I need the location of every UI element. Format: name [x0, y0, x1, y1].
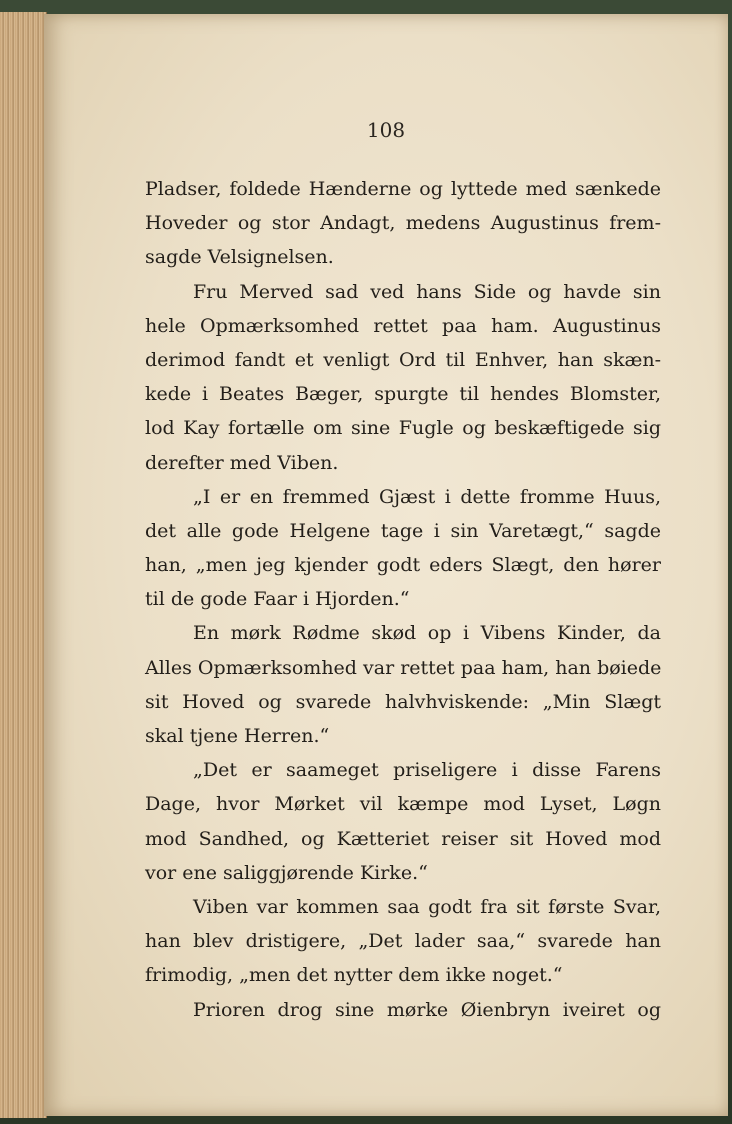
- text-line: til de gode Faar i Hjorden.“: [145, 588, 410, 611]
- text-line: sit Hoved og svarede halvhviskende: „Min Slægt: [145, 690, 661, 713]
- text-line: mod Sandhed, og Kætteriet reiser sit Hoved mod: [145, 827, 661, 850]
- text-line: han, „men jeg kjender godt eders Slægt, den hører: [145, 554, 661, 577]
- text-line: Alles Opmærksomhed var rettet paa ham, han bøiede: [145, 656, 662, 679]
- text-line: derimod fandt et venligt Ord til Enhver, han skæn-: [145, 348, 661, 371]
- text-line: Fru Merved sad ved hans Side og havde sin: [193, 280, 661, 303]
- text-line: „I er en fremmed Gjæst i dette fromme Huus,: [193, 485, 661, 508]
- text-line: Pladser, foldede Hænderne og lyttede med sænkede: [145, 178, 661, 200]
- text-line: En mørk Rødme skød op i Vibens Kinder, da: [193, 622, 661, 645]
- text-line: kede i Beates Bæger, spurgte til hendes Blomster,: [145, 383, 661, 406]
- text-line: „Det er saameget priseligere i disse Farens: [193, 759, 661, 782]
- text-line: Dage, hvor Mørket vil kæmpe mod Lyset, Løgn: [145, 793, 661, 816]
- text-line: hele Opmærksomhed rettet paa ham. Augustinus: [145, 314, 661, 337]
- page-number: 108: [366, 118, 406, 142]
- text-line: skal tjene Herren.“: [145, 725, 330, 747]
- page-text: [145, 172, 661, 1027]
- text-line: vor ene saliggjørende Kirke.“: [145, 861, 428, 884]
- text-line: Prioren drog sine mørke Øienbryn iveiret og: [193, 998, 661, 1021]
- text-line: Viben var kommen saa godt fra sit første Svar,: [193, 895, 661, 918]
- text-line: sagde Velsignelsen.: [145, 246, 334, 269]
- text-line: Hoveder og stor Andagt, medens Augustinus frem-: [145, 212, 661, 235]
- text-line: han blev dristigere, „Det lader saa,“ svarede han: [145, 930, 661, 953]
- text-line: det alle gode Helgene tage i sin Varetægt,“ sagde: [145, 519, 661, 542]
- page-edges: [0, 12, 47, 1118]
- text-line: derefter med Viben.: [145, 451, 339, 474]
- text-line: frimodig, „men det nytter dem ikke noget.“: [145, 964, 563, 987]
- book-page: [44, 14, 728, 1116]
- text-line: lod Kay fortælle om sine Fugle og beskæftigede sig: [145, 417, 661, 440]
